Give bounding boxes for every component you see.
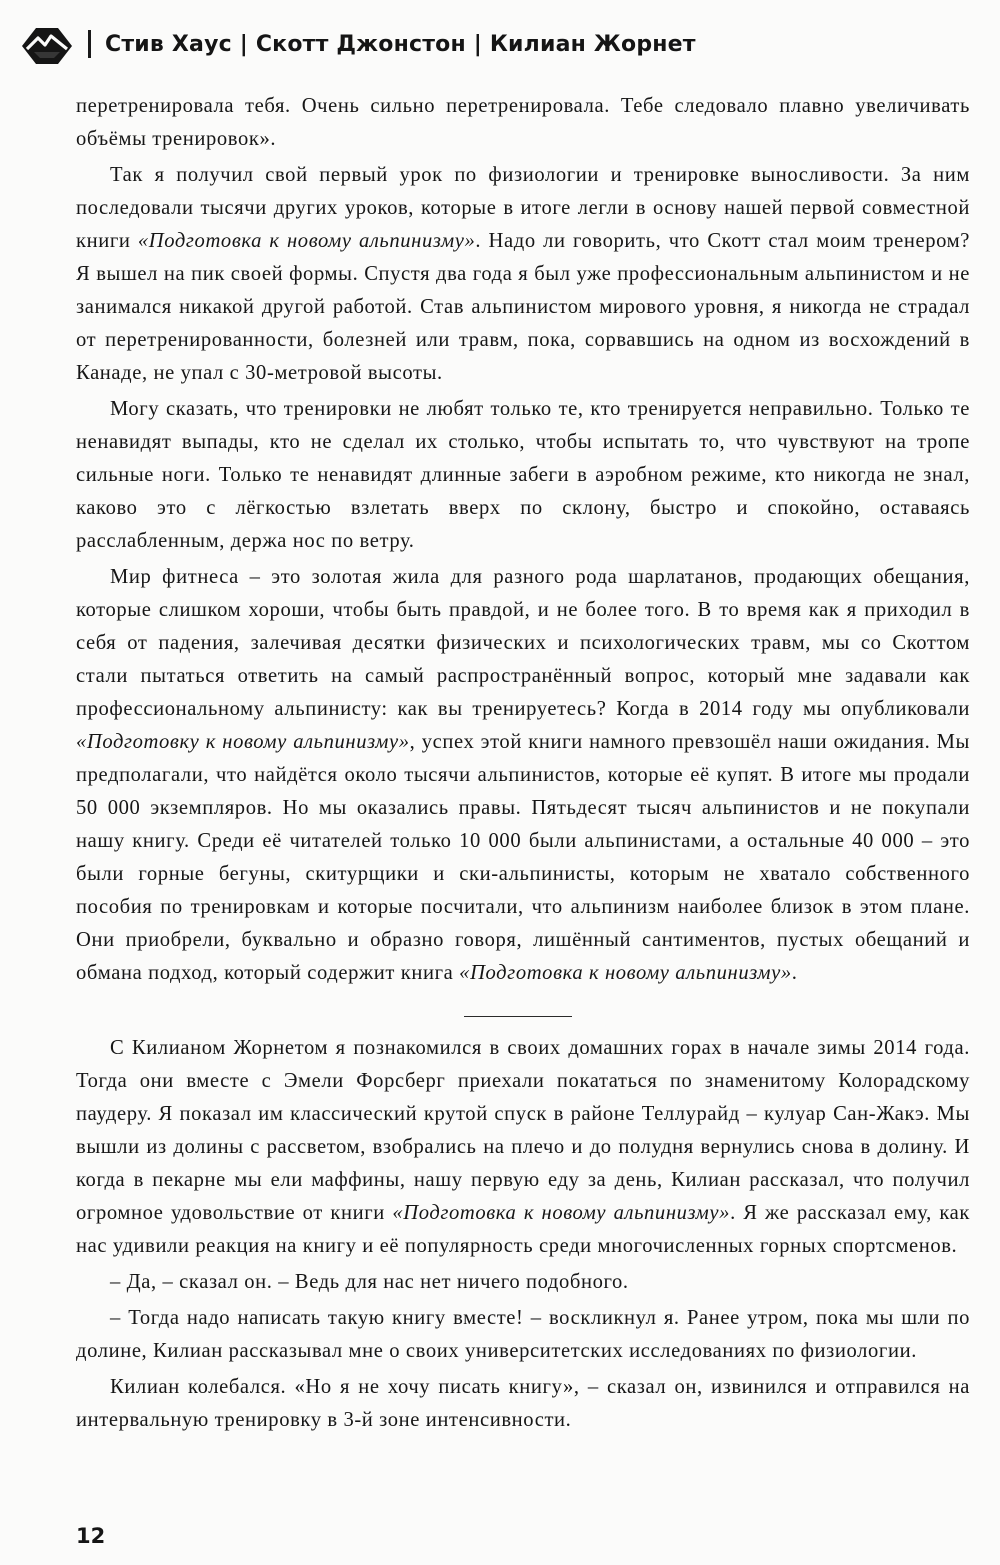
paragraph: – Тогда надо написать такую книгу вместе! – воскликнул я. Ранее утром, пока мы шли по долине, Килиан рассказывал мне о своих университетских исследованиях по физиологии. [76, 1307, 970, 1362]
book-title: «Подготовка к новому альпинизму» [459, 962, 792, 984]
page-number: 12 [76, 1524, 106, 1548]
book-title: «Подготовку к новому альпинизму» [76, 731, 410, 753]
book-title: «Подготовка к новому альпинизму» [392, 1202, 731, 1224]
header-divider [88, 30, 91, 58]
paragraph: – Да, – сказал он. – Ведь для нас нет ничего подобного. [110, 1271, 629, 1293]
paragraph: Мир фитнеса – это золотая жила для разного рода шарлатанов, продающих обещания, которые слишком хороши, чтобы быть правдой, и не более того. В то время как я приходил в себя от падения, залечивая десятки физических и психологических травм, мы со Скоттом стали пытаться ответить на самый распространённый вопрос, который мне задавали как профессиональному альпинисту: как вы тренируетесь? Когда в 2014 году мы опубликовали «Подготовку к новому альпинизму», успех этой книги намного превзошёл наши ожидания. Мы предполагали, что найдётся около тысячи альпинистов, которые её купят. В итоге мы продали 50 000 экземпляров. Но мы оказались правы. Пятьдесят тысяч альпинистов и не покупали нашу книгу. Среди её читателей только 10 000 были альпинистами, а остальные 40 000 – это были горные бегуны, скитурщики и ски-альпинисты, которым не хватало собственного пособия по тренировкам и которые посчитали, что альпинизм наиболее близок в этом плане. Они приобрели, буквально и образно говоря, лишённый сантиментов, пустых обещаний и обмана подход, который содержит книга «Подготовка к новому альпинизму». [76, 566, 970, 984]
book-title: «Подготовка к новому альпинизму» [137, 230, 476, 252]
paragraph: Килиан колебался. «Но я не хочу писать книгу», – сказал он, извинился и отправился на интервальную тренировку в 3-й зоне интенсивности. [76, 1376, 970, 1431]
section-one [76, 90, 970, 990]
running-header [18, 22, 696, 66]
paragraph: Так я получил свой первый урок по физиологии и тренировке выносливости. За ним последовали тысячи других уроков, которые в итоге легли в основу нашей первой совместной книги «Подготовка к новому альпинизму». Надо ли говорить, что Скотт стал моим тренером? Я вышел на пик своей формы. Спустя два года я был уже профессиональным альпинистом и не занимался никакой другой работой. Став альпинистом мирового уровня, я никогда не страдал от перетренированности, болезней или травм, пока, сорвавшись на одном из восхождений в Канаде, не упал с 30-метровой высоты. [76, 164, 970, 384]
paragraph: перетренировала тебя. Очень сильно перетренировала. Тебе следовало плавно увеличивать объёмы тренировок». [76, 95, 970, 150]
paragraph: Могу сказать, что тренировки не любят только те, кто тренируется неправильно. Только те ненавидят выпады, кто не сделал их столько, чтобы испытать то, что чувствуют на тропе сильные ноги. Только те ненавидят длинные забеги в аэробном режиме, кто никогда не знал, каково это с лёгкостью взлетать вверх по склону, быстро и спокойно, оставаясь расслабленным, держа нос по ветру. [76, 398, 970, 552]
paragraph: С Килианом Жорнетом я познакомился в своих домашних горах в начале зимы 2014 года. Тогда они вместе с Эмели Форсберг приехали покататься по знаменитому Колорадскому паудеру. Я показал им классический крутой спуск в районе Теллурайд – кулуар Сан-Жакэ. Мы вышли из долины с рассветом, взобрались на плечо и до полудня вернулись снова в долину. И когда в пекарне мы ели маффины, нашу первую еду за день, Килиан рассказал, что получил огромное удовольствие от книги «Подготовка к новому альпинизму». Я же рассказал ему, как нас удивили реакция на книгу и её популярность среди многочисленных горных спортсменов. [76, 1037, 971, 1257]
mountain-logo-icon [18, 22, 76, 66]
header-title: Стив Хаус | Скотт Джонстон | Килиан Жорнет [105, 31, 696, 57]
section-two [76, 1032, 970, 1437]
section-divider [464, 1016, 572, 1017]
